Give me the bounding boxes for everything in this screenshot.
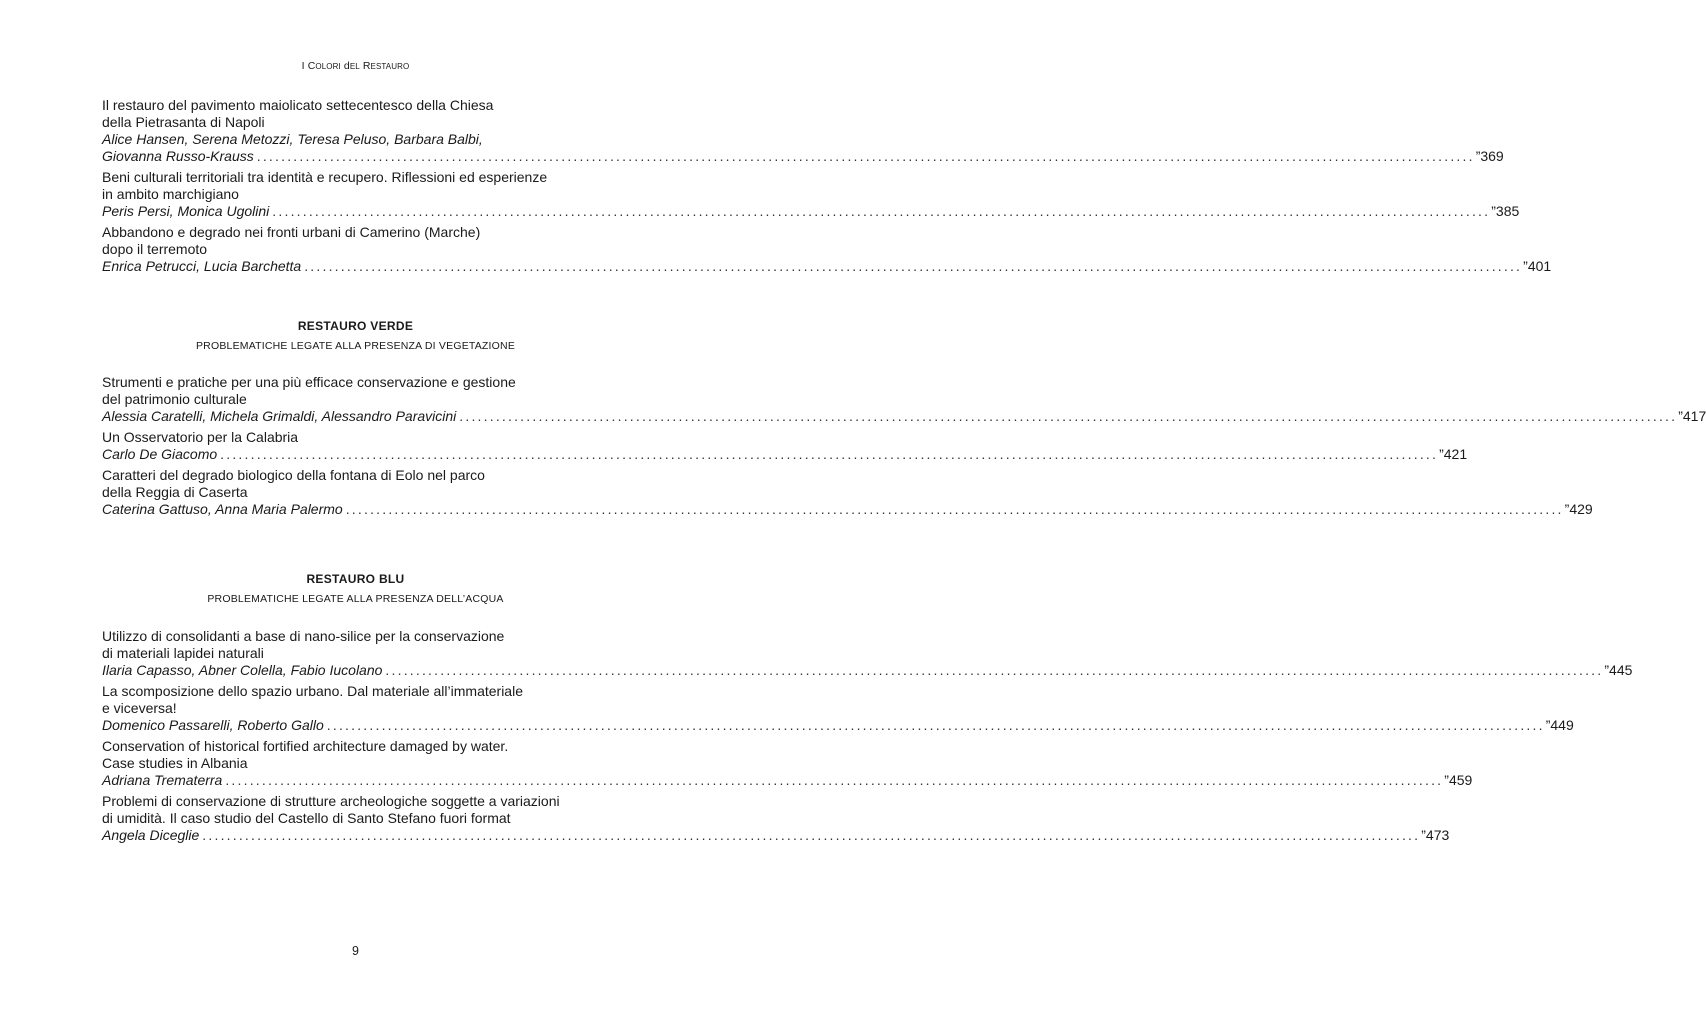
entry-title-line: Caratteri del degrado biologico della fontana di Eolo nel parco (102, 467, 485, 483)
entry-title-line: del patrimonio culturale (102, 391, 247, 407)
toc-entry[interactable] (102, 224, 1552, 275)
entry-authors: Domenico Passarelli, Roberto Gallo (102, 717, 324, 733)
entry-page-number: 449 (1550, 717, 1574, 733)
dot-leader: ........................................................................................................................................................................................................ (225, 772, 1444, 788)
toc-entry[interactable] (102, 683, 1574, 734)
entry-title-line: Utilizzo di consolidanti a base di nano-silice per la conservazione (102, 628, 505, 644)
entry-title-line: Il restauro del pavimento maiolicato settecentesco della Chiesa (102, 97, 494, 113)
entry-authors-line: Alice Hansen, Serena Metozzi, Teresa Peluso, Barbara Balbi, (102, 131, 483, 147)
entry-title-line: della Pietrasanta di Napoli (102, 114, 265, 130)
toc-entry[interactable] (102, 374, 1706, 425)
ditto-mark: ” (1475, 148, 1481, 164)
toc-group-general (102, 97, 1552, 279)
entry-title-line: Un Osservatorio per la Calabria (102, 429, 299, 445)
entry-authors: Adriana Trematerra (102, 772, 223, 788)
ditto-mark: ” (1439, 446, 1444, 462)
toc-group-verde (102, 374, 1706, 522)
entry-author-row (102, 446, 1468, 463)
toc-entry[interactable] (102, 429, 1468, 463)
entry-authors: Giovanna Russo-Krauss (102, 148, 254, 164)
entry-authors: Peris Persi, Monica Ugolini (102, 203, 270, 219)
ditto-mark: ” (1678, 408, 1683, 424)
entry-page-number: 429 (1569, 501, 1593, 517)
entry-title-line: e viceversa! (102, 700, 177, 716)
entry-title-line: Conservation of historical fortified architecture damaged by water. (102, 738, 509, 754)
entry-authors: Carlo De Giacomo (102, 446, 218, 462)
ditto-mark: ” (1604, 662, 1610, 678)
section-heading-verde (0, 319, 711, 352)
entry-author-row (102, 258, 1552, 275)
dot-leader: ........................................................................................................................................................................................................ (220, 446, 1439, 462)
ditto-mark: ” (1523, 258, 1528, 274)
ditto-mark: ” (1564, 501, 1570, 517)
entry-authors: Alessia Caratelli, Michela Grimaldi, Alessandro Paravicini (102, 408, 457, 424)
dot-leader: ........................................................................................................................................................................................................ (202, 827, 1421, 843)
dot-leader: ........................................................................................................................................................................................................ (256, 148, 1475, 164)
entry-title-line: in ambito marchigiano (102, 186, 239, 202)
entry-page-number: 445 (1609, 662, 1633, 678)
entry-page-number: 421 (1443, 446, 1468, 462)
toc-group-blu (102, 628, 1633, 848)
dot-leader: ........................................................................................................................................................................................................ (326, 717, 1545, 733)
entry-author-row (102, 408, 1706, 425)
toc-entry[interactable] (102, 97, 1504, 165)
entry-page-number: 473 (1425, 827, 1450, 843)
entry-authors: Ilaria Capasso, Abner Colella, Fabio Iucolano (102, 662, 383, 678)
entry-page-number: 417 (1682, 408, 1706, 424)
dot-leader: ........................................................................................................................................................................................................ (459, 408, 1678, 424)
entry-title-line: di materiali lapidei naturali (102, 645, 264, 661)
entry-title-line: Strumenti e pratiche per una più efficace conservazione e gestione (102, 374, 516, 390)
entry-author-row (102, 717, 1574, 734)
entry-title-line: Beni culturali territoriali tra identità e recupero. Riflessioni ed esperienze (102, 169, 548, 185)
entry-title-line: dopo il terremoto (102, 241, 208, 257)
toc-entry[interactable] (102, 628, 1633, 679)
entry-title-line: di umidità. Il caso studio del Castello di Santo Stefano fuori format (102, 810, 511, 826)
entry-page-number: 401 (1527, 258, 1552, 274)
entry-author-row (102, 148, 1504, 165)
entry-author-row (102, 662, 1633, 679)
entry-title-line: La scomposizione dello spazio urbano. Dal materiale all’immateriale (102, 683, 523, 699)
running-head: I COLORI dEL RESTAURO (301, 60, 410, 72)
section-subtitle: PROBLEMATICHE LEGATE ALLA PRESENZA DELL’ACQUA (207, 593, 504, 605)
section-title: RESTAURO VERDE (297, 319, 414, 333)
entry-author-row (102, 203, 1520, 220)
entry-page-number: 385 (1495, 203, 1520, 219)
section-title: RESTAURO BLU (306, 572, 405, 586)
entry-author-row (102, 827, 1450, 844)
ditto-mark: ” (1421, 827, 1426, 843)
section-heading-blu (0, 572, 711, 605)
dot-leader: ........................................................................................................................................................................................................ (304, 258, 1523, 274)
entry-page-number: 459 (1448, 772, 1473, 788)
toc-entry[interactable] (102, 467, 1593, 518)
dot-leader: ........................................................................................................................................................................................................ (272, 203, 1491, 219)
entry-title-line: Abbandono e degrado nei fronti urbani di Camerino (Marche) (102, 224, 481, 240)
entry-author-row (102, 772, 1473, 789)
ditto-mark: ” (1545, 717, 1551, 733)
ditto-mark: ” (1444, 772, 1449, 788)
page-number: 9 (352, 944, 359, 958)
entry-title-line: Problemi di conservazione di strutture archeologiche soggette a variazioni (102, 793, 560, 809)
toc-entry[interactable] (102, 169, 1520, 220)
entry-page-number: 369 (1480, 148, 1504, 164)
entry-title-line: della Reggia di Caserta (102, 484, 248, 500)
ditto-mark: ” (1491, 203, 1496, 219)
toc-entry[interactable] (102, 738, 1473, 789)
section-subtitle: PROBLEMATICHE LEGATE ALLA PRESENZA DI VEGETAZIONE (195, 340, 516, 352)
dot-leader: ........................................................................................................................................................................................................ (345, 501, 1564, 517)
entry-authors: Enrica Petrucci, Lucia Barchetta (102, 258, 302, 274)
entry-title-line: Case studies in Albania (102, 755, 248, 771)
entry-authors: Angela Diceglie (102, 827, 200, 843)
dot-leader: ........................................................................................................................................................................................................ (385, 662, 1604, 678)
toc-entry[interactable] (102, 793, 1450, 844)
entry-author-row (102, 501, 1593, 518)
entry-authors: Caterina Gattuso, Anna Maria Palermo (102, 501, 343, 517)
